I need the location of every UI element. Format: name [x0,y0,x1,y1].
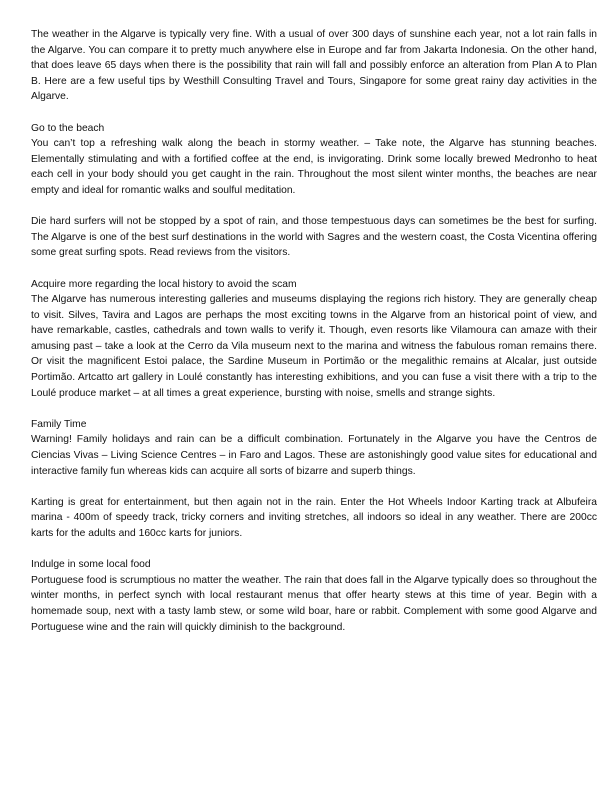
section-paragraph: Portuguese food is scrumptious no matter the weather. The rain that does fall in the Algarve typically does so throughout the winter months, in perfect synch with local restaurant menus that offer hearty stews at this time of year. Begin with a homemade soup, next with a tasty lamb stew, or some wild boar, hare or rabbit. Complement with some good Algarve and Portuguese wine and the rain will quickly diminish to the background. [31,574,597,633]
section-heading: Go to the beach [31,122,105,134]
section-heading: Indulge in some local food [31,559,151,571]
section-paragraph: You can’t top a refreshing walk along the beach in stormy weather. – Take note, the Algarve has stunning beaches. Elementally stimulating and with a fortified coffee at the end, is invigorating. Drink some locally brewed Medronho to heat each cell in your body should you get caught in the rain. Throughout the most silent winter months, the beaches are near empty and ideal for romantic walks and soulful meditation. [31,138,597,196]
section-paragraph: The Algarve has numerous interesting galleries and museums displaying the regions rich history. They are generally cheap to visit. Silves, Tavira and Lagos are perhaps the most exciting towns in the Algarve from an historical point of view, and have remarkable, castles, cathedrals and town walls to verify it. Though, even resorts like Vilamoura can amaze with their amusing past – take a look at the Cerro da Vila museum next to the marina and witness the fabulous roman remains there. Or visit the magnificent Estoi palace, the Sardine Museum in Portimão or the megalithic remains at Alcalar, just outside Portimão. Artcatto art gallery in Loulé constantly has interesting exhibitions, and you can fuse a visit there with a trip to the Loulé produce market – at all times a great experience, bursting with noise, smells and strange sights. [31,294,597,399]
section-local-history [31,277,597,402]
section-paragraph: Die hard surfers will not be stopped by a spot of rain, and those tempestuous days can sometimes be the best for surfing. The Algarve is one of the best surf destinations in the world with Sagres and the western coast, the Costa Vicentina offering some great surfing spots. Read reviews from the visitors. [31,216,597,259]
section-heading: Acquire more regarding the local history to avoid the scam [31,278,297,290]
section-paragraph: Warning! Family holidays and rain can be a difficult combination. Fortunately in the Algarve you have the Centros de Ciencias Vivas – Living Science Centres – in Faro and Lagos. These are astonishingly good value sites for educational and interactive family fun whereas kids can acquire all sorts of bizarre and superb things. [31,434,597,477]
section-local-food [31,557,597,635]
document-page [31,27,597,651]
section-family-time [31,417,597,542]
section-heading: Family Time [31,418,87,430]
intro-paragraph: The weather in the Algarve is typically very fine. With a usual of over 300 days of sunshine each year, not a lot rain falls in the Algarve. You can compare it to pretty much anywhere else in Europe and far from Jakarta Indonesia. On the other hand, that does leave 65 days when there is the possibility that rain will fall and possibly enforce an alteration from Plan A to Plan B. Here are a few useful tips by Westhill Consulting Travel and Tours, Singapore for some great rainy day activities in the Algarve. [31,29,597,103]
section-go-to-the-beach [31,121,597,261]
section-paragraph: Karting is great for entertainment, but then again not in the rain. Enter the Hot Wheels Indoor Karting track at Albufeira marina - 400m of speedy track, tricky corners and inviting stretches, all indoors so ideal in any weather. There are 200cc karts for the adults and 160cc karts for juniors. [31,496,597,539]
